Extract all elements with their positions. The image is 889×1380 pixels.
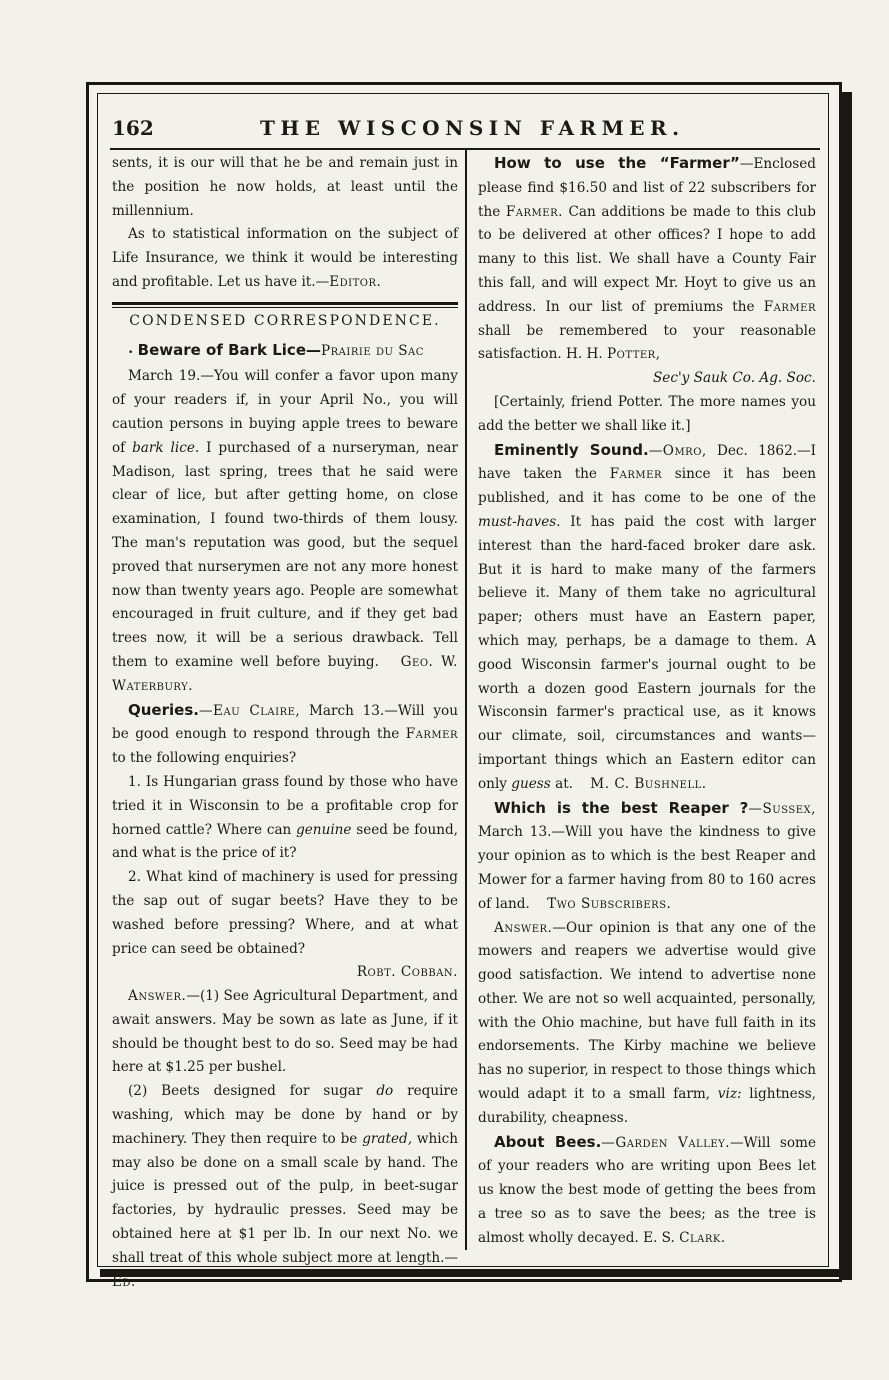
- queries-farmer-word: Farmer: [405, 726, 458, 743]
- eminently-sound-body-2: since it has been published, and it has come to be one of the: [478, 466, 816, 507]
- eminently-sound-heading: Eminently Sound.: [494, 440, 649, 459]
- bark-lice-signature: Geo. W. Waterbury.: [112, 653, 458, 694]
- about-bees-body: —Will some of your readers who are writing upon Bees let us know the best mode of getting the bees from a tree so as to save the bees; as the tree is almost wholly decayed. E. S.: [478, 1134, 816, 1246]
- border-shadow-right: [842, 92, 852, 1280]
- answer-2-c: which may also be done on a small scale by hand. The juice is pressed out of the pulp, in beet-sugar factories, by hydraulic presses. Seed may be obtained here at $1 per lb. In our next No. we shall treat of this whole subject more at length.—: [112, 1130, 458, 1266]
- best-reaper-answer-2: lightness, durability, cheapness.: [478, 1086, 816, 1126]
- bark-lice-place: Prairie du Sac: [321, 342, 424, 359]
- best-reaper-body: March 13.—Will you have the kindness to give your opinion as to which is the best Reaper and Mower for a farmer having from 80 to 160 acres of land.: [478, 824, 816, 912]
- eminently-sound-body-4: at.: [550, 775, 573, 792]
- how-to-use-heading: How to use the “Farmer”: [494, 154, 740, 172]
- page-header: [110, 108, 820, 142]
- answer-label: Answer.: [128, 988, 187, 1005]
- eminently-sound-place: —Omro,: [648, 442, 707, 459]
- statistics-note-body: As to statistical information on the subject of Life Insurance, we think it would be interesting and profitable. Let us have it.—: [112, 226, 458, 290]
- section-rule-thin: [112, 307, 458, 308]
- how-to-use-farmer-1: Farmer.: [505, 203, 563, 220]
- eminently-sound-letter: [478, 439, 816, 797]
- how-to-use-farmer-2: Farmer: [763, 298, 816, 315]
- about-bees-letter: [478, 1131, 816, 1251]
- bark-lice-italic: bark lice.: [132, 439, 200, 456]
- statistics-note: [112, 223, 458, 294]
- queries-answer-2: [112, 1080, 458, 1294]
- answer-2-b: require washing, which may be done by hand or by machinery. They then require to be: [112, 1083, 458, 1147]
- left-column: [112, 152, 458, 1294]
- eminently-sound-italic-2: guess: [511, 775, 551, 792]
- best-reaper-answer-1: —Our opinion is that any one of the mowers and reapers we advertise would give good satisfaction. We intend to advertise none other. We are not so well acquainted, personally, with the Ohio machine, but have full faith in its endorsements. The Kirby machine we believe has no superior, in respect to those things which would adapt it to a small farm,: [478, 919, 816, 1103]
- best-reaper-heading: Which is the best Reaper ?: [494, 798, 749, 817]
- queries-body-1: March 13.—Will you be good enough to respond through the: [112, 702, 458, 743]
- how-to-use-body-2: Can additions be made to this club to be delivered at other offices? I hope to add many to this list. We shall have a County Fair this fall, and will expect Mr. Hoyt to give us an address. In our list of premiums the: [478, 203, 816, 315]
- queries-body-2: to the following enquiries?: [112, 750, 297, 767]
- bark-lice-body-1: March 19.—You will confer a favor upon many of your readers if, in your April No., you will caution persons in buying apple trees to beware of: [112, 368, 458, 456]
- bark-lice-letter: [112, 339, 458, 699]
- answer-1-body: —(1) See Agricultural Department, and await answers. May be sown as late as June, if it should be thought best to do so. Seed may be had here at $1.25 per bushel.: [112, 988, 458, 1076]
- bullet-mark: •: [128, 347, 134, 358]
- query-1: [112, 771, 458, 866]
- about-bees-heading: About Bees.: [494, 1132, 602, 1151]
- about-bees-signature: Clark.: [679, 1229, 726, 1246]
- section-title: CONDENSED CORRESPONDENCE.: [129, 312, 441, 329]
- eminently-sound-signature: M. C. Bushnell.: [590, 775, 707, 792]
- statistics-note-signature: Editor.: [329, 273, 382, 290]
- query-1-b: seed be found, and what is the price of it?: [112, 821, 458, 862]
- bark-lice-body-2: I purchased of a nurseryman, near Madison, last spring, trees that he said were clear of lice, but after getting home, on close examination, I found two-thirds of them lousy. The man's reputation was good, but the sequel proved that nurserymen are not any more honest now than twenty years ago. People are somewhat encouraged in fruit culture, and if they get bad trees now, it will be a serious drawback. Tell them to examine well before buying.: [112, 439, 458, 670]
- how-to-use-body-1: —Enclosed please find $16.50 and list of 22 subscribers for the: [478, 156, 816, 220]
- how-to-use-letter: [478, 152, 816, 367]
- secretary-title: Sec'y Sauk Co. Ag. Soc.: [652, 370, 816, 387]
- answer-2-italic-2: grated,: [362, 1130, 413, 1147]
- best-reaper-letter: [478, 797, 816, 917]
- how-to-use-body-3: shall be remembered to your reasonable satisfaction. H. H.: [478, 322, 816, 363]
- answer-2-signature: Ed.: [112, 1273, 136, 1290]
- queries-letter: [112, 699, 458, 771]
- eminently-sound-body-1: Dec. 1862.—I have taken the: [478, 442, 816, 483]
- queries-signature: Robt. Cobban.: [356, 964, 458, 981]
- section-rule-thick: [112, 302, 458, 305]
- eminently-sound-farmer: Farmer: [609, 466, 663, 483]
- page-number: 162: [112, 116, 154, 140]
- answer-2-italic-1: do: [376, 1083, 394, 1100]
- eminently-sound-body-3: It has paid the cost with larger interest than the hard-faced broker dare ask. But it is hard to make many of the farmers believe it. Many of them take no agricultural paper; others must have an Eastern paper, which may, perhaps, be a damage to them. A good Wisconsin farmer's journal ought to be worth a dozen good Eastern journals for the Wisconsin farmer's practical use, as it knows our climate, soil, circumstances and wants—important things which an Eastern editor can only: [478, 513, 816, 792]
- bark-lice-heading: Beware of Bark Lice—: [137, 340, 321, 359]
- answer-2-a: (2) Beets designed for sugar: [128, 1083, 377, 1100]
- right-column: [478, 152, 816, 1251]
- bark-lice-body: [112, 365, 458, 698]
- about-bees-place: —Garden Valley.: [601, 1134, 731, 1151]
- eminently-sound-italic-1: must-haves.: [478, 513, 561, 530]
- best-reaper-signature: Two Subscribers.: [547, 895, 672, 912]
- best-reaper-answer-italic: viz:: [717, 1086, 742, 1103]
- editor-note: [Certainly, friend Potter. The more names you add the better we shall like it.]: [478, 393, 816, 434]
- best-reaper-answer-label: Answer.: [494, 919, 553, 936]
- query-1-a: 1. Is Hungarian grass found by those who have tried it in Wisconsin to be a profitable crop for horned cattle? Where can: [112, 773, 458, 838]
- queries-answer-1: [112, 985, 458, 1080]
- best-reaper-place: —Sussex,: [748, 800, 816, 817]
- queries-place: —Eau Claire,: [198, 702, 301, 719]
- column-divider: [465, 150, 467, 1250]
- best-reaper-answer: [478, 917, 816, 1131]
- query-2: 2. What kind of machinery is used for pressing the sap out of sugar beets? Have they to be washed before pressing? Where, and at what price can seed be obtained?: [112, 869, 458, 957]
- query-1-italic: genuine: [296, 821, 352, 838]
- journal-title: THE WISCONSIN FARMER.: [260, 116, 685, 140]
- how-to-use-sig-title: [478, 367, 816, 391]
- how-to-use-signature: Potter,: [607, 346, 661, 363]
- continued-paragraph: sents, it is our will that he be and remain just in the position he now holds, at least until the millennium.: [112, 155, 458, 219]
- queries-heading: Queries.: [128, 700, 199, 719]
